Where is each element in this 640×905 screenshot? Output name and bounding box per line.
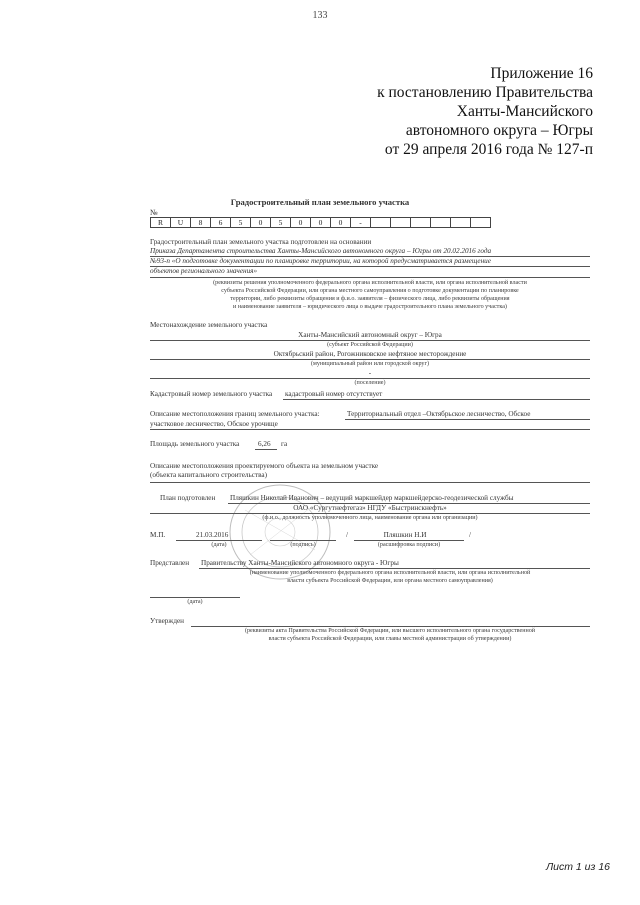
appendix-line-1: Приложение 16 [490, 65, 593, 82]
reg-cell: 0 [331, 218, 351, 228]
basis-value-line-2: №93-п «О подготовке документации по планировке территории, на которой предусматривается размещение [150, 257, 491, 265]
reg-cell: 0 [311, 218, 331, 228]
divider [150, 277, 590, 278]
location-label: Местонахождение земельного участка [150, 321, 268, 329]
reg-cell: 0 [291, 218, 311, 228]
basis-caption-3: территории, либо реквизиты обращения и ф.и.о. заявителя – физического лица, либо реквизиты обращения [230, 296, 510, 302]
boundaries-value-2: участковое лесничество, Обское урочище [150, 420, 278, 428]
location-subject: Ханты-Мансийский автономный округ – Югра [298, 331, 442, 339]
divider [255, 449, 277, 450]
date-caption: (дата) [211, 542, 227, 548]
basis-caption-1: (реквизиты решения уполномоченного федерального органа исполнительной власти, или органа исполнительной власти [213, 280, 527, 286]
reg-cell: R [151, 218, 171, 228]
number-label: № [150, 208, 158, 217]
signer-name: Пляшкин Н.И [383, 531, 427, 539]
divider [283, 399, 590, 400]
reg-cell [431, 218, 451, 228]
mp-label: М.П. [150, 531, 166, 539]
area-value: 6,26 [258, 440, 271, 448]
reg-cell [411, 218, 431, 228]
prepared-value-1: Пляшкин Николай Иванович – ведущий маркшейдер маркшейдерско-геодезической службы [230, 494, 514, 502]
reg-cell: 6 [211, 218, 231, 228]
sheet-counter: Лист 1 из 16 [545, 861, 610, 873]
object-label-1: Описание местоположения проектируемого объекта на земельном участке [150, 462, 379, 470]
appendix-line-4: автономного округа – Югры [405, 122, 593, 139]
appendix-line-2: к постановлению Правительства [377, 84, 593, 101]
presented-caption-1: (наименование уполномоченного федерального органа исполнительной власти, или органа исполнительной [249, 570, 531, 576]
appendix-header [377, 64, 593, 159]
divider [150, 482, 590, 483]
reg-cell: - [351, 218, 371, 228]
reg-cell [471, 218, 491, 228]
signature-caption: (подпись) [290, 542, 316, 548]
reg-cell [451, 218, 471, 228]
prepared-date: 21.03.2016 [196, 531, 229, 539]
reg-cell: U [171, 218, 191, 228]
presented-label: Представлен [150, 559, 190, 567]
reg-cell: 8 [191, 218, 211, 228]
prepared-caption: (ф.и.о., должность уполномоченного лица, наименование органа или организации) [262, 515, 478, 521]
reg-cell: 0 [251, 218, 271, 228]
reg-cell [391, 218, 411, 228]
appendix-line-3: Ханты-Мансийского [456, 103, 593, 120]
approved-caption-2: власти субъекта Российской Федерации, или главы местной администрации об утверждении) [268, 636, 512, 642]
boundaries-value-1: Территориальный отдел –Октябрьское лесничество, Обское [347, 410, 531, 418]
basis-value-line-3: объектов регионального значения» [150, 267, 258, 275]
signer-name-caption: (расшифровка подписи) [377, 542, 441, 548]
prepared-value-2: ОАО «Сургутнефтегаз» НГДУ «Быстринскнефть» [293, 504, 447, 512]
slash-1: / [346, 531, 348, 539]
approved-caption-1: (реквизиты акта Правительства Российской Федерации, или высшего исполнительного органа государственной [244, 628, 536, 634]
object-label-2: (объекта капитального строительства) [150, 471, 267, 479]
page-number: 133 [312, 10, 328, 21]
area-unit: га [281, 440, 288, 448]
cadastral-value: кадастровый номер отсутствует [285, 390, 383, 398]
area-label: Площадь земельного участка [150, 440, 240, 448]
prepared-label: План подготовлен [160, 494, 216, 502]
location-settlement: - [368, 369, 372, 377]
subject-caption: (субъект Российской Федерации) [327, 342, 413, 348]
slash-2: / [469, 531, 471, 539]
boundaries-label: Описание местоположения границ земельного участка: [150, 410, 320, 418]
presented-date-caption: (дата) [187, 599, 203, 605]
basis-caption-2: субъекта Российской Федерации, или органа местного самоуправления о подготовке документации по планировке [221, 288, 519, 294]
cadastral-label: Кадастровый номер земельного участка [150, 390, 273, 398]
document-title: Градостроительный план земельного участка [230, 197, 410, 207]
basis-label: Градостроительный план земельного участка подготовлен на основании [150, 238, 372, 246]
divider [150, 429, 590, 430]
district-caption: (муниципальный район или городской округ) [310, 361, 430, 367]
presented-value: Правительству Ханты-Мансийского автономного округа - Югры [201, 559, 399, 567]
location-district: Октябрьский район, Рогожниковское нефтяное месторождение [273, 350, 467, 358]
divider [345, 419, 590, 420]
registration-number-grid [150, 217, 491, 228]
presented-caption-2: власти субъекта Российской Федерации, или органа местного самоуправления) [287, 578, 493, 584]
reg-cell: 5 [271, 218, 291, 228]
basis-value-line-1: Приказа Департамента строительства Ханты-Мансийского автономного округа – Югры от 20.02.2016 года [150, 247, 492, 255]
reg-cell [371, 218, 391, 228]
approved-label: Утвержден [150, 617, 185, 625]
reg-cell: 5 [231, 218, 251, 228]
appendix-line-5: от 29 апреля 2016 года № 127-п [384, 141, 593, 158]
basis-caption-4: и наименование заявителя – юридического лица о выдаче градостроительного плана земельного участка) [233, 304, 507, 310]
settlement-caption: (поселение) [354, 380, 386, 386]
